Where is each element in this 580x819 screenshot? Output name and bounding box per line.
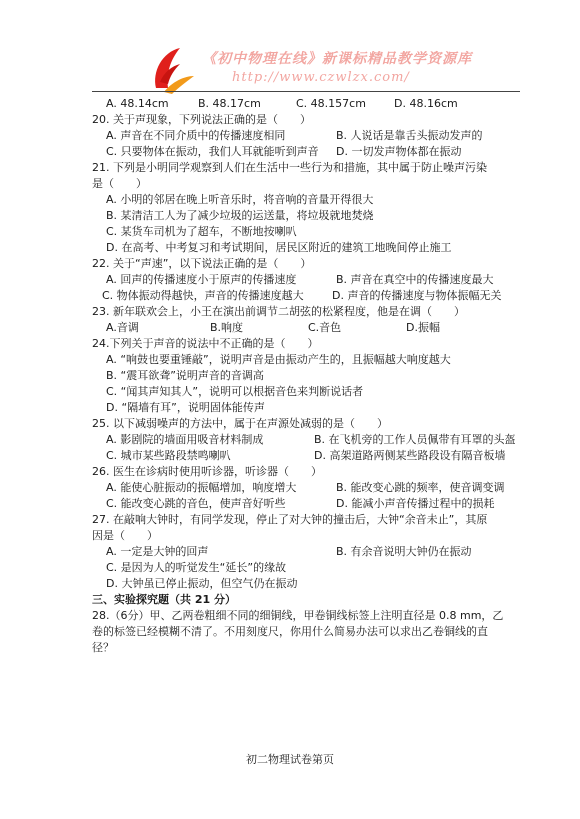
q22-option-c: C. 物体振动得越快，声音的传播速度越大 <box>102 289 304 302</box>
question-list <box>92 96 532 656</box>
q21-option-a: A. 小明的邻居在晚上听音乐时，将音响的音量开得很大 <box>106 193 374 206</box>
q28-line-3: 径？ <box>92 641 114 654</box>
q20-option-a: A. 声音在不同介质中的传播速度相同 <box>106 129 286 142</box>
q28-line-1: 28.（6分）甲、乙两卷粗细不同的细铜线，甲卷铜线标签上注明直径是 0.8 mm，乙 <box>92 609 504 622</box>
q23-option-b: B.响度 <box>210 321 244 334</box>
page-header <box>150 42 490 96</box>
q27-options-ab <box>92 544 532 560</box>
q24-option-c: C. “闻其声知其人”，说明可以根据音色来判断说话者 <box>106 385 364 398</box>
q25-option-c: C. 城市某些路段禁鸣喇叭 <box>106 449 231 462</box>
q20-options-cd <box>92 144 532 160</box>
q26-option-c: C. 能改变心跳的音色，使声音好听些 <box>106 497 286 510</box>
q20-stem: 20. 关于声现象，下列说法正确的是（ ） <box>92 113 311 126</box>
banner-url: http://www.czwlzx.com/ <box>232 70 410 85</box>
q22-options-cd <box>92 288 532 304</box>
q25-option-a: A. 影剧院的墙面用吸音材料制成 <box>106 433 264 446</box>
q22-stem: 22. 关于“声速”，以下说法正确的是（ ） <box>92 257 312 270</box>
q27-option-b: B. 有余音说明大钟仍在振动 <box>336 545 472 558</box>
q19-option-b: B. 48.17cm <box>198 97 261 110</box>
q24-option-b: B. “震耳欲聋”说明声音的音调高 <box>106 369 264 382</box>
q28-line-2: 卷的标签已经模糊不清了。不用刻度尺，你用什么简易办法可以求出乙卷铜线的直 <box>92 625 488 638</box>
q24-option-d: D. “隔墙有耳”，说明固体能传声 <box>106 401 265 414</box>
q23-option-a: A.音调 <box>106 321 139 334</box>
q25-option-d: D. 高架道路两侧某些路段设有隔音板墙 <box>314 449 506 462</box>
logo-icon <box>150 42 196 96</box>
page-footer: 初二物理试卷第页 <box>246 753 334 766</box>
q21-option-c: C. 某货车司机为了超车，不断地按喇叭 <box>106 225 297 238</box>
q23-option-d: D.振幅 <box>406 321 440 334</box>
q20-option-c: C. 只要物体在振动，我们人耳就能听到声音 <box>106 145 319 158</box>
q25-option-b: B. 在飞机旁的工作人员佩带有耳罩的头盔 <box>314 433 516 446</box>
q21-stem-cont: 是（ ） <box>92 177 147 190</box>
q20-option-d: D. 一切发声物体都在振动 <box>336 145 462 158</box>
q21-stem: 21. 下列是小明同学观察到人们在生活中一些行为和措施，其中属于防止噪声污染 <box>92 161 487 174</box>
q22-option-b: B. 声音在真空中的传播速度最大 <box>336 273 494 286</box>
q23-stem: 23. 新年联欢会上，小王在演出前调节二胡弦的松紧程度，他是在调（ ） <box>92 305 465 318</box>
q27-stem: 27. 在敲响大钟时，有同学发现，停止了对大钟的撞击后，大钟“余音未止”，其原 <box>92 513 488 526</box>
q19-options <box>92 96 532 112</box>
q27-option-d: D. 大钟虽已停止振动，但空气仍在振动 <box>106 577 298 590</box>
q27-option-c: C. 是因为人的听觉发生“延长”的缘故 <box>106 561 287 574</box>
q26-option-a: A. 能使心脏振动的振幅增加，响度增大 <box>106 481 297 494</box>
q21-option-d: D. 在高考、中考复习和考试期间，居民区附近的建筑工地晚间停止施工 <box>106 241 452 254</box>
q19-option-a: A. 48.14cm <box>106 97 169 110</box>
q26-stem: 26. 医生在诊病时使用听诊器，听诊器（ ） <box>92 465 322 478</box>
section-three-heading: 三、实验探究题（共 21 分） <box>92 593 236 606</box>
q22-option-d: D. 声音的传播速度与物体振幅无关 <box>332 289 502 302</box>
q23-option-c: C.音色 <box>308 321 342 334</box>
header-rule <box>92 91 520 92</box>
q27-option-a: A. 一定是大钟的回声 <box>106 545 209 558</box>
q19-option-d: D. 48.16cm <box>394 97 458 110</box>
q21-option-b: B. 某清洁工人为了减少垃圾的运送量，将垃圾就地焚烧 <box>106 209 374 222</box>
q26-option-d: D. 能减小声音传播过程中的损耗 <box>336 497 495 510</box>
q22-options-ab <box>92 272 532 288</box>
q24-stem: 24.下列关于声音的说法中不正确的是（ ） <box>92 337 319 350</box>
q19-option-c: C. 48.157cm <box>296 97 366 110</box>
q23-options <box>92 320 532 336</box>
q25-options-cd <box>92 448 532 464</box>
q26-options-cd <box>92 496 532 512</box>
q20-options-ab <box>92 128 532 144</box>
q27-stem-cont: 因是（ ） <box>92 529 158 542</box>
banner-title: 《初中物理在线》新课标精品教学资源库 <box>202 51 472 67</box>
q22-option-a: A. 回声的传播速度小于原声的传播速度 <box>106 273 297 286</box>
q24-option-a: A. “响鼓也要重锤敲”，说明声音是由振动产生的，且振幅越大响度越大 <box>106 353 451 366</box>
q26-option-b: B. 能改变心跳的频率，使音调变调 <box>336 481 505 494</box>
q25-stem: 25. 以下减弱噪声的方法中，属于在声源处减弱的是（ ） <box>92 417 388 430</box>
q20-option-b: B. 人说话是靠舌头振动发声的 <box>336 129 483 142</box>
q26-options-ab <box>92 480 532 496</box>
q25-options-ab <box>92 432 532 448</box>
